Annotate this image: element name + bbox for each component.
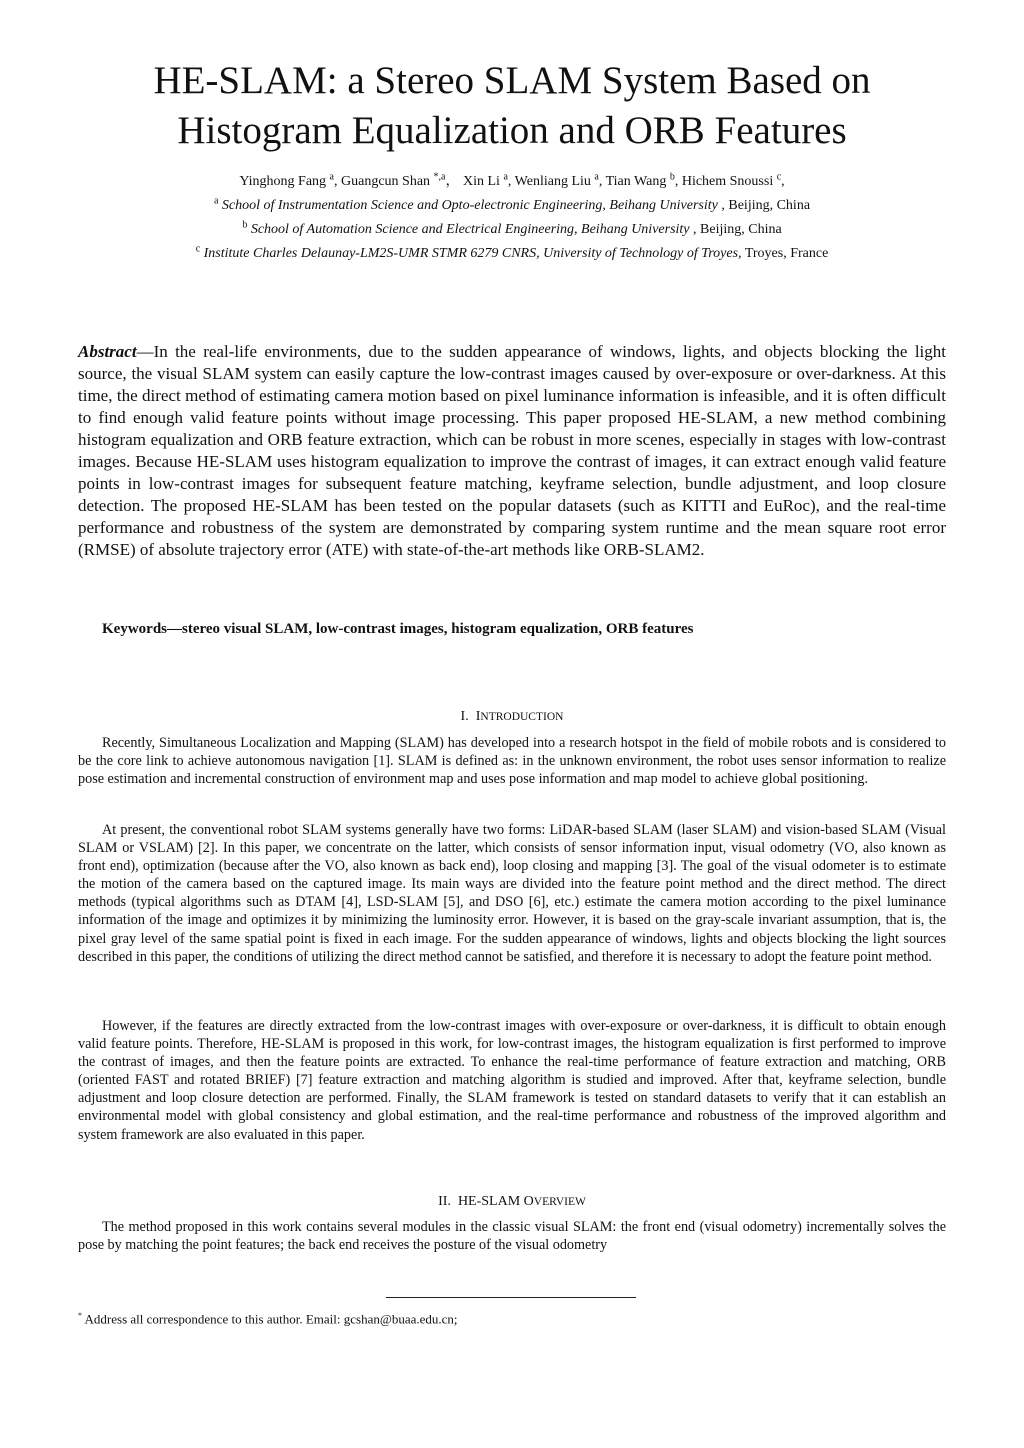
affiliation-mark: a	[213, 195, 219, 207]
affiliation-location: Troyes, France	[744, 246, 829, 261]
affiliation-c	[60, 242, 964, 266]
author-name: Guangcun Shan	[341, 174, 431, 189]
abstract	[78, 341, 946, 561]
section-heading-overview	[78, 1193, 946, 1211]
intro-paragraph-1: Recently, Simultaneous Localization and Mapping (SLAM) has developed into a research hotspot in the field of mobile robots and is considered to be the core link to achieve autonomous navigation [1]. SLAM is defined as: in the unknown environment, the robot uses sensor information to realize pose estimation and incremental construction of environment map and uses pose information and map model to achieve global positioning.	[78, 735, 946, 788]
author-list: Yinghong Fang $^a$, Guangcun Shan $^{*,a}$， Xin Li $^a$, Wenliang Liu $^a$, Tian Wang $^b$, Hichem Snoussi $^c$,	[239, 171, 785, 189]
section-title-initial: I	[475, 709, 481, 724]
affiliation-b: $^b$ School of Automation Science and Electrical Engineering, Beihang University , Beijing, China	[242, 219, 782, 237]
author-name: Tian Wang	[605, 174, 667, 189]
footnote-mark: *	[78, 1311, 82, 1320]
author-block	[60, 170, 964, 266]
intro-paragraph-3: However, if the features are directly extracted from the low-contrast images with over-exposure or over-darkness, it is difficult to obtain enough valid feature points. Therefore, HE-SLAM is proposed in this work, for low-contrast images, the histogram equalization is first performed to improve the contrast of images, and then the feature points are extracted. To enhance the real-time performance of feature extraction and matching, ORB (oriented FAST and rotated BRIEF) [7] feature extraction and matching algorithm is studied and improved. After that, keyframe selection, bundle adjustment and loop closure detection are performed. Finally, the SLAM framework is tested on standard datasets to verify that it can establish an environmental model with global consistency and global estimation, and the real-time performance and robustness of the improved algorithm and system framework are also evaluated in this paper.	[78, 1018, 946, 1143]
abstract-label: Abstract	[78, 342, 137, 361]
affiliation-institution: Institute Charles Delaunay-LM2S-UMR STMR 6279 CNRS, University of Technology of Troyes,	[203, 246, 742, 261]
affiliation-location: Beijing, China	[728, 198, 811, 213]
affiliation-mark: c	[195, 243, 201, 255]
footnote-text: Address all correspondence to this author. Email: gcshan@buaa.edu.cn;	[84, 1311, 458, 1327]
section-number: II.	[438, 1194, 451, 1209]
author-affiliation-mark: c	[776, 171, 782, 183]
author-affiliation-mark: a	[503, 171, 508, 183]
author-affiliation-mark: a	[329, 171, 334, 183]
affiliation-location: Beijing, China	[700, 222, 782, 237]
author-name: Xin Li	[463, 174, 500, 189]
keywords: Keywords—stereo visual SLAM, low-contrast images, histogram equalization, ORB features	[102, 621, 694, 637]
section-title-initial: O	[523, 1194, 534, 1209]
section-title-rest: VERVIEW	[533, 1196, 586, 1208]
intro-paragraph-2: At present, the conventional robot SLAM systems generally have two forms: LiDAR-based SLAM (laser SLAM) and vision-based SLAM (Visual SLAM or VSLAM) [2]. In this paper, we concentrate on the latter, which consists of sensor information input, visual odometry (VO, also known as front end), optimization (because after the VO, also known as back end), loop closing and mapping [3]. The goal of the visual odometer is to estimate the motion of the camera based on the captured image. Its main ways are divided into the feature point method and the direct method. The direct methods (typical algorithms such as DTAM [4], LSD-SLAM [5], and DSO [6], etc.) estimate the camera motion according to the pixel luminance information of the image and optimizes it by minimizing the luminosity error. However, it is based on the gray-scale invariant assumption, that is, the pixel gray level of the same spatial point is fixed in each image. For the sudden appearance of windows, lights and objects blocking the light sources described in this paper, the conditions of utilizing the direct method cannot be satisfied, and therefore it is necessary to adopt the feature point method.	[78, 822, 946, 965]
author-name: Yinghong Fang	[239, 174, 327, 189]
affiliation-a: $^a$ School of Instrumentation Science and Opto-electronic Engineering, Beihang University , Beijing, China	[213, 195, 811, 213]
footnote-divider	[386, 1297, 636, 1298]
section-title-rest: NTRODUCTION	[480, 711, 564, 723]
author-affiliation-mark: a	[594, 171, 599, 183]
title-line-2: Histogram Equalization and ORB Features	[177, 109, 847, 152]
author-affiliation-mark: *,a	[433, 171, 446, 183]
affiliation-mark: b	[242, 219, 248, 231]
section-title-prefix: HE-SLAM	[457, 1194, 524, 1209]
overview-paragraph-1: The method proposed in this work contains several modules in the classic visual SLAM: the front end (visual odometry) incrementally solves the pose by matching the point features; the back end receives the posture of the visual odometry	[78, 1219, 946, 1254]
abstract-text: —In the real-life environments, due to the sudden appearance of windows, lights, and objects blocking the light source, the visual SLAM system can easily capture the low-contrast images caused by over-exposure or over-darkness. At this time, the direct method of estimating camera motion based on pixel luminance information is infeasible, and it is often difficult to find enough valid feature points without image processing. This paper proposed HE-SLAM, a new method combining histogram equalization and ORB feature extraction, which can be robust in more scenes, especially in stages with low-contrast images. Because HE-SLAM uses histogram equalization to improve the contrast of images, it can extract enough valid feature points in low-contrast images for subsequent feature matching, keyframe selection, bundle adjustment, and loop closure detection. The proposed HE-SLAM has been tested on the popular datasets (such as KITTI and EuRoc), and the real-time performance and robustness of the system are demonstrated by comparing system runtime and the mean square root error (RMSE) of absolute trajectory error (ATE) with state-of-the-art methods like ORB-SLAM2.	[78, 342, 946, 559]
author-name: Wenliang Liu	[514, 174, 591, 189]
footnote	[78, 1307, 946, 1328]
affiliation-institution: School of Instrumentation Science and Opto-electronic Engineering, Beihang University	[221, 198, 718, 213]
affiliation-institution: School of Automation Science and Electrical Engineering, Beihang University	[250, 222, 690, 237]
section-number: I.	[460, 709, 469, 724]
author-affiliation-mark: b	[669, 171, 675, 183]
paper-title	[60, 56, 964, 156]
section-heading-introduction	[78, 708, 946, 726]
title-line-1: HE-SLAM: a Stereo SLAM System Based on	[153, 59, 871, 102]
author-name: Hichem Snoussi	[681, 174, 774, 189]
